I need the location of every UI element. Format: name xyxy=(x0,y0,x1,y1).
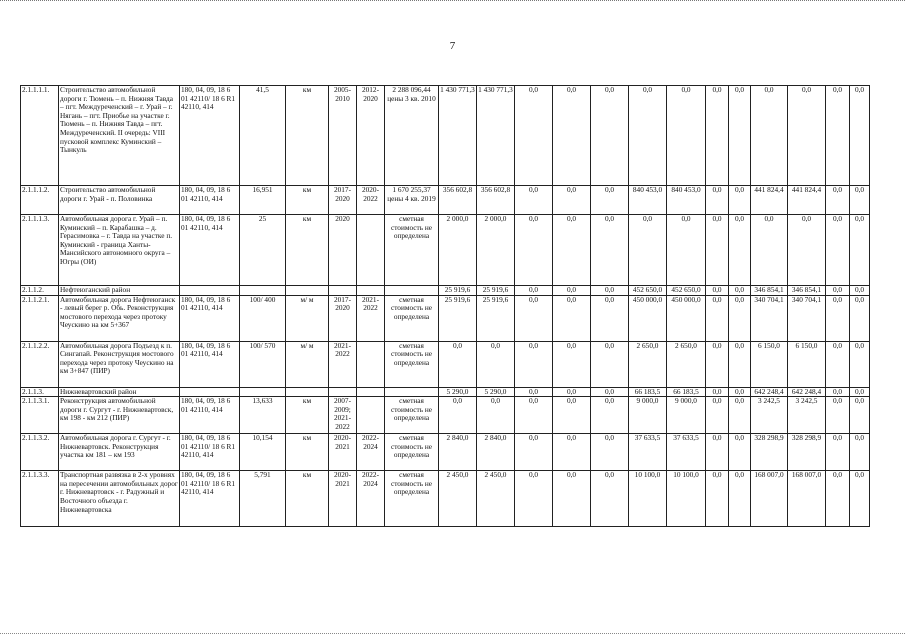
value-col-8: 0,0 xyxy=(706,215,729,286)
years-design: 2020-2021 xyxy=(329,434,357,471)
value-col-13: 0,0 xyxy=(850,341,870,387)
value-col-8: 0,0 xyxy=(706,186,729,215)
value-col-3: 0,0 xyxy=(515,186,553,215)
value-col-8: 0,0 xyxy=(706,295,729,341)
value-col-6: 66 183,5 xyxy=(629,387,667,397)
value-col-3: 0,0 xyxy=(515,387,553,397)
value-regional: 5 290,0 xyxy=(477,387,515,397)
budget-codes: 180, 04, 09, 18 6 01 42110/ 18 6 R1 42110, 414 xyxy=(180,434,240,471)
unit xyxy=(286,286,329,296)
value-col-3: 0,0 xyxy=(515,341,553,387)
object-name: Строительство автомобильной дороги г. Тюмень – п. Нижняя Тавда – пгт. Междуреченский – г. Урай – г. Нягань – пгт. Приобье на участке г. Тюмень – п. Нижняя Тавда – пгт. Междуреченский. II очередь: VIII пусковой комплекс Куминский – Тынкуль xyxy=(59,86,180,186)
value-col-10: 328 298,9 xyxy=(751,434,788,471)
value-regional: 1 430 771,3 xyxy=(477,86,515,186)
value-col-5: 0,0 xyxy=(591,186,629,215)
unit: м/ м xyxy=(286,341,329,387)
value-regional: 2 450,0 xyxy=(477,471,515,527)
value-col-11: 3 242,5 xyxy=(788,397,826,434)
unit: км xyxy=(286,86,329,186)
object-name: Транспортная развязка в 2-х уровнях на пересечении автомобильных дорог г. Нижневартовск - г. Радужный и Восточного объезда г. Нижневартовска xyxy=(59,471,180,527)
years-build: 2020-2022 xyxy=(357,186,385,215)
capacity xyxy=(240,286,286,296)
value-col-7: 840 453,0 xyxy=(667,186,706,215)
row-code: 2.1.1.3. xyxy=(21,387,59,397)
years-build: 2012-2020 xyxy=(357,86,385,186)
capacity: 25 xyxy=(240,215,286,286)
value-col-6: 37 633,5 xyxy=(629,434,667,471)
unit: км xyxy=(286,186,329,215)
estimated-cost: 1 670 255,37 цены 4 кв. 2019 xyxy=(385,186,439,215)
table-row xyxy=(21,471,870,527)
row-code: 2.1.1.3.2. xyxy=(21,434,59,471)
budget-codes: 180, 04, 09, 18 6 01 42110/ 18 6 R1 42110, 414 xyxy=(180,86,240,186)
years-build xyxy=(357,286,385,296)
row-code: 2.1.1.2.1. xyxy=(21,295,59,341)
value-col-4: 0,0 xyxy=(553,471,591,527)
value-col-10: 6 150,0 xyxy=(751,341,788,387)
value-col-11: 0,0 xyxy=(788,215,826,286)
value-col-11: 168 007,0 xyxy=(788,471,826,527)
estimated-cost: сметная стоимость не определена xyxy=(385,215,439,286)
object-register-table xyxy=(20,85,870,527)
value-col-3: 0,0 xyxy=(515,86,553,186)
table-row xyxy=(21,186,870,215)
value-total: 1 430 771,3 xyxy=(439,86,477,186)
value-col-5: 0,0 xyxy=(591,397,629,434)
value-col-12: 0,0 xyxy=(826,86,850,186)
estimated-cost: сметная стоимость не определена xyxy=(385,341,439,387)
value-col-7: 0,0 xyxy=(667,215,706,286)
years-build xyxy=(357,387,385,397)
value-col-9: 0,0 xyxy=(729,387,751,397)
table-row xyxy=(21,215,870,286)
table-row xyxy=(21,341,870,387)
value-col-11: 0,0 xyxy=(788,86,826,186)
value-col-8: 0,0 xyxy=(706,434,729,471)
value-col-11: 340 704,1 xyxy=(788,295,826,341)
row-code: 2.1.1.2. xyxy=(21,286,59,296)
value-col-6: 0,0 xyxy=(629,86,667,186)
value-col-3: 0,0 xyxy=(515,295,553,341)
value-col-4: 0,0 xyxy=(553,215,591,286)
value-col-8: 0,0 xyxy=(706,86,729,186)
value-col-8: 0,0 xyxy=(706,471,729,527)
value-col-11: 6 150,0 xyxy=(788,341,826,387)
value-col-8: 0,0 xyxy=(706,341,729,387)
years-design xyxy=(329,286,357,296)
value-col-13: 0,0 xyxy=(850,471,870,527)
value-total: 356 602,8 xyxy=(439,186,477,215)
value-col-12: 0,0 xyxy=(826,471,850,527)
value-col-5: 0,0 xyxy=(591,215,629,286)
budget-codes xyxy=(180,286,240,296)
object-name: Автомобильная дорога г. Урай – п. Куминский – п. Карабашка – д. Герасимовка – г. Тавда на участке п. Куминский - граница Ханты-Мансийского автономного округа – Югры (ОИ) xyxy=(59,215,180,286)
scan-edge-top xyxy=(0,0,905,2)
value-total: 2 840,0 xyxy=(439,434,477,471)
object-name: Автомобильная дорога Нефтеюганск - левый берег р. Обь. Реконструкция мостового перехода через протоку Чеускино на км 5+367 xyxy=(59,295,180,341)
capacity: 100/ 570 xyxy=(240,341,286,387)
value-col-4: 0,0 xyxy=(553,397,591,434)
value-col-12: 0,0 xyxy=(826,434,850,471)
years-build: 2022-2024 xyxy=(357,434,385,471)
budget-codes: 180, 04, 09, 18 6 01 42110, 414 xyxy=(180,341,240,387)
value-col-9: 0,0 xyxy=(729,186,751,215)
unit: км xyxy=(286,397,329,434)
object-name: Реконструкция автомобильной дороги г. Сургут - г. Нижневартовск, км 198 - км 212 (ПИР) xyxy=(59,397,180,434)
years-design: 2005-2010 xyxy=(329,86,357,186)
value-col-12: 0,0 xyxy=(826,341,850,387)
value-col-6: 9 000,0 xyxy=(629,397,667,434)
row-code: 2.1.1.3.3. xyxy=(21,471,59,527)
value-col-5: 0,0 xyxy=(591,286,629,296)
years-design: 2007-2009; 2021-2022 xyxy=(329,397,357,434)
value-col-13: 0,0 xyxy=(850,295,870,341)
budget-codes xyxy=(180,387,240,397)
value-col-11: 346 854,1 xyxy=(788,286,826,296)
value-col-12: 0,0 xyxy=(826,387,850,397)
value-col-13: 0,0 xyxy=(850,387,870,397)
unit: м/ м xyxy=(286,295,329,341)
value-col-6: 10 100,0 xyxy=(629,471,667,527)
value-col-10: 346 854,1 xyxy=(751,286,788,296)
budget-codes: 180, 04, 09, 18 6 01 42110, 414 xyxy=(180,397,240,434)
value-col-8: 0,0 xyxy=(706,286,729,296)
value-col-5: 0,0 xyxy=(591,341,629,387)
estimated-cost xyxy=(385,387,439,397)
object-name: Автомобильная дорога г. Сургут - г. Нижневартовск. Реконструкция участка км 181 – км 193 xyxy=(59,434,180,471)
unit: км xyxy=(286,434,329,471)
row-code: 2.1.1.1.3. xyxy=(21,215,59,286)
value-col-6: 840 453,0 xyxy=(629,186,667,215)
capacity: 41,5 xyxy=(240,86,286,186)
table-row xyxy=(21,286,870,296)
value-col-6: 450 000,0 xyxy=(629,295,667,341)
capacity: 16,951 xyxy=(240,186,286,215)
value-col-9: 0,0 xyxy=(729,295,751,341)
value-total: 0,0 xyxy=(439,397,477,434)
unit: км xyxy=(286,215,329,286)
value-col-7: 9 000,0 xyxy=(667,397,706,434)
years-design: 2017-2020 xyxy=(329,295,357,341)
years-build xyxy=(357,397,385,434)
value-total: 5 290,0 xyxy=(439,387,477,397)
capacity: 13,633 xyxy=(240,397,286,434)
value-col-9: 0,0 xyxy=(729,286,751,296)
value-col-5: 0,0 xyxy=(591,295,629,341)
value-col-10: 0,0 xyxy=(751,215,788,286)
value-col-4: 0,0 xyxy=(553,341,591,387)
value-col-3: 0,0 xyxy=(515,397,553,434)
years-build: 2021-2022 xyxy=(357,295,385,341)
years-build: 2022-2024 xyxy=(357,471,385,527)
budget-codes: 180, 04, 09, 18 6 01 42110, 414 xyxy=(180,215,240,286)
value-col-7: 37 633,5 xyxy=(667,434,706,471)
page-number: 7 xyxy=(449,40,456,52)
value-col-4: 0,0 xyxy=(553,86,591,186)
value-col-4: 0,0 xyxy=(553,387,591,397)
row-code: 2.1.1.2.2. xyxy=(21,341,59,387)
value-col-12: 0,0 xyxy=(826,295,850,341)
object-name: Строительство автомобильной дороги г. Урай - п. Половинка xyxy=(59,186,180,215)
value-col-10: 3 242,5 xyxy=(751,397,788,434)
capacity: 10,154 xyxy=(240,434,286,471)
value-col-4: 0,0 xyxy=(553,434,591,471)
value-col-3: 0,0 xyxy=(515,286,553,296)
budget-codes: 180, 04, 09, 18 6 01 42110/ 18 6 R1 42110, 414 xyxy=(180,471,240,527)
value-col-12: 0,0 xyxy=(826,397,850,434)
value-col-7: 0,0 xyxy=(667,86,706,186)
value-col-10: 441 824,4 xyxy=(751,186,788,215)
budget-codes: 180, 04, 09, 18 6 01 42110, 414 xyxy=(180,186,240,215)
table-row xyxy=(21,387,870,397)
value-col-12: 0,0 xyxy=(826,186,850,215)
value-total: 25 919,6 xyxy=(439,295,477,341)
value-regional: 356 602,8 xyxy=(477,186,515,215)
estimated-cost: сметная стоимость не определена xyxy=(385,471,439,527)
capacity: 5,791 xyxy=(240,471,286,527)
row-code: 2.1.1.1.1. xyxy=(21,86,59,186)
value-col-5: 0,0 xyxy=(591,387,629,397)
value-col-9: 0,0 xyxy=(729,341,751,387)
estimated-cost: сметная стоимость не определена xyxy=(385,295,439,341)
value-col-4: 0,0 xyxy=(553,295,591,341)
value-col-13: 0,0 xyxy=(850,186,870,215)
value-col-7: 10 100,0 xyxy=(667,471,706,527)
value-col-3: 0,0 xyxy=(515,471,553,527)
value-col-10: 340 704,1 xyxy=(751,295,788,341)
value-total: 2 000,0 xyxy=(439,215,477,286)
value-col-11: 328 298,9 xyxy=(788,434,826,471)
value-col-13: 0,0 xyxy=(850,215,870,286)
value-col-9: 0,0 xyxy=(729,471,751,527)
value-total: 0,0 xyxy=(439,341,477,387)
value-col-9: 0,0 xyxy=(729,86,751,186)
years-design: 2017-2020 xyxy=(329,186,357,215)
value-regional: 2 000,0 xyxy=(477,215,515,286)
table-row xyxy=(21,295,870,341)
row-code: 2.1.1.1.2. xyxy=(21,186,59,215)
unit xyxy=(286,387,329,397)
value-col-11: 642 248,4 xyxy=(788,387,826,397)
estimated-cost: 2 288 096,44 цены 3 кв. 2010 xyxy=(385,86,439,186)
value-col-13: 0,0 xyxy=(850,434,870,471)
value-regional: 25 919,6 xyxy=(477,295,515,341)
table-row xyxy=(21,434,870,471)
value-total: 25 919,6 xyxy=(439,286,477,296)
value-col-7: 66 183,5 xyxy=(667,387,706,397)
value-col-8: 0,0 xyxy=(706,387,729,397)
years-design: 2021-2022 xyxy=(329,341,357,387)
value-col-13: 0,0 xyxy=(850,397,870,434)
value-total: 2 450,0 xyxy=(439,471,477,527)
value-regional: 0,0 xyxy=(477,341,515,387)
table-row xyxy=(21,86,870,186)
value-col-12: 0,0 xyxy=(826,286,850,296)
value-col-13: 0,0 xyxy=(850,86,870,186)
estimated-cost: сметная стоимость не определена xyxy=(385,434,439,471)
value-col-10: 168 007,0 xyxy=(751,471,788,527)
object-name: Нижневартовский район xyxy=(59,387,180,397)
value-col-3: 0,0 xyxy=(515,434,553,471)
budget-codes: 180, 04, 09, 18 6 01 42110, 414 xyxy=(180,295,240,341)
capacity: 100/ 400 xyxy=(240,295,286,341)
value-col-8: 0,0 xyxy=(706,397,729,434)
object-name: Нефтеюганский район xyxy=(59,286,180,296)
value-col-12: 0,0 xyxy=(826,215,850,286)
value-col-10: 0,0 xyxy=(751,86,788,186)
years-build xyxy=(357,341,385,387)
value-col-6: 2 650,0 xyxy=(629,341,667,387)
value-col-11: 441 824,4 xyxy=(788,186,826,215)
years-build xyxy=(357,215,385,286)
unit: км xyxy=(286,471,329,527)
value-col-13: 0,0 xyxy=(850,286,870,296)
value-col-10: 642 248,4 xyxy=(751,387,788,397)
years-design: 2020 xyxy=(329,215,357,286)
value-regional: 25 919,6 xyxy=(477,286,515,296)
estimated-cost xyxy=(385,286,439,296)
scan-edge-bottom xyxy=(0,633,905,635)
value-col-5: 0,0 xyxy=(591,471,629,527)
years-design: 2020-2021 xyxy=(329,471,357,527)
value-col-7: 452 650,0 xyxy=(667,286,706,296)
value-col-6: 0,0 xyxy=(629,215,667,286)
value-col-9: 0,0 xyxy=(729,434,751,471)
value-col-4: 0,0 xyxy=(553,186,591,215)
object-name: Автомобильная дорога Подъезд к п. Сингапай. Реконструкция мостового перехода через протоку Чеускино на км 3+847 (ПИР) xyxy=(59,341,180,387)
years-design xyxy=(329,387,357,397)
value-regional: 0,0 xyxy=(477,397,515,434)
value-col-6: 452 650,0 xyxy=(629,286,667,296)
table-row xyxy=(21,397,870,434)
value-regional: 2 840,0 xyxy=(477,434,515,471)
value-col-5: 0,0 xyxy=(591,86,629,186)
value-col-5: 0,0 xyxy=(591,434,629,471)
capacity xyxy=(240,387,286,397)
value-col-3: 0,0 xyxy=(515,215,553,286)
value-col-7: 2 650,0 xyxy=(667,341,706,387)
value-col-7: 450 000,0 xyxy=(667,295,706,341)
value-col-4: 0,0 xyxy=(553,286,591,296)
value-col-9: 0,0 xyxy=(729,397,751,434)
estimated-cost: сметная стоимость не определена xyxy=(385,397,439,434)
value-col-9: 0,0 xyxy=(729,215,751,286)
row-code: 2.1.1.3.1. xyxy=(21,397,59,434)
